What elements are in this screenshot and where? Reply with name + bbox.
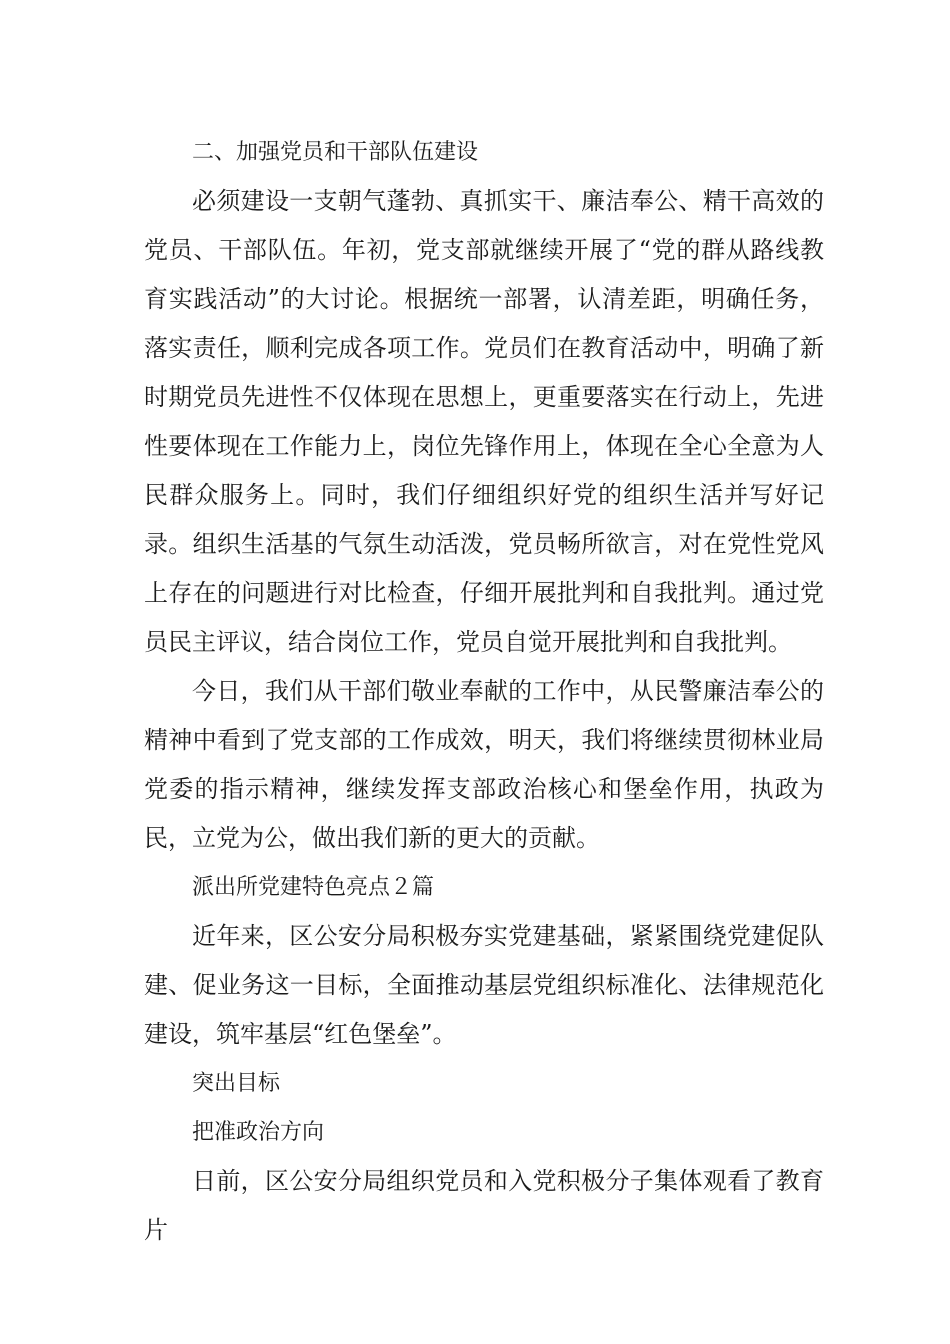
paragraph-achievements: 今日，我们从干部们敬业奉献的工作中，从民警廉洁奉公的精神中看到了党支部的工作成效，明天，我们将继续贯彻林业局党委的指示精神，继续发挥支部政治核心和堡垒作用，执政为民，立党为公，做出我们新的更大的贡献。	[144, 677, 824, 852]
subheading-political-direction: 把准政治方向	[192, 1120, 325, 1145]
paragraph-recent-years: 近年来，区公安分局积极夯实党建基础，紧紧围绕党建促队建、促业务这一目标，全面推动基层党组织标准化、法律规范化建设，筑牢基层“红色堡垒”。	[144, 922, 824, 1048]
subheading-highlight-goal: 突出目标	[192, 1071, 281, 1096]
document-body	[144, 128, 824, 1255]
paragraph-team-building: 必须建设一支朝气蓬勃、真抓实干、廉洁奉公、精干高效的党员、干部队伍。年初，党支部就继续开展了“党的群从路线教育实践活动”的大讨论。根据统一部署，认清差距，明确任务，落实责任，顺利完成各项工作。党员们在教育活动中，明确了新时期党员先进性不仅体现在思想上，更重要落实在行动上，先进性要体现在工作能力上，岗位先锋作用上，体现在全心全意为人民群众服务上。同时，我们仔细组织好党的组织生活并写好记录。组织生活基的气氛生动活泼，党员畅所欲言，对在党性党风上存在的问题进行对比检查，仔细开展批判和自我批判。通过党员民主评议，结合岗位工作，党员自觉开展批判和自我批判。	[144, 187, 824, 656]
section-heading-cadre-building: 二、加强党员和干部队伍建设	[192, 140, 479, 165]
paragraph-education-film: 日前，区公安分局组织党员和入党积极分子集体观看了教育片	[144, 1167, 824, 1244]
section-heading-police-station: 派出所党建特色亮点２篇	[192, 875, 435, 900]
